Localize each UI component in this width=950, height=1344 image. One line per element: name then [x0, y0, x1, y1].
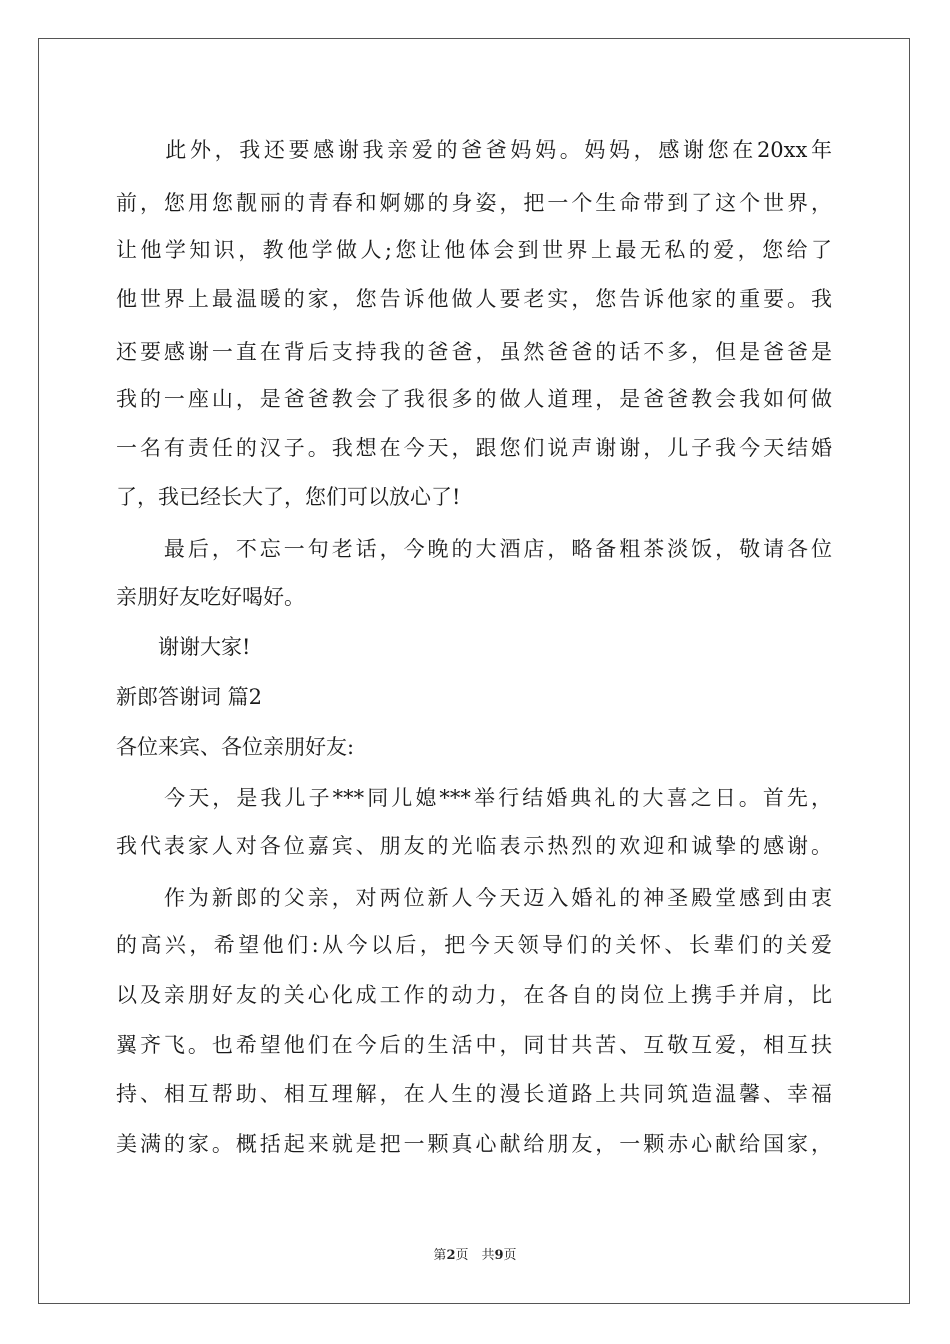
body-line: 持、相互帮助、相互理解，在人生的漫长道路上共同筑造温馨、幸福 — [116, 1082, 832, 1106]
body-line: 了，我已经长大了，您们可以放心了! — [116, 485, 461, 509]
footer-suffix: 页 — [503, 1248, 517, 1263]
body-line: 最后，不忘一句老话，今晚的大酒店，略备粗茶淡饭，敬请各位 — [116, 537, 832, 561]
current-page-number: 2 — [446, 1248, 456, 1263]
footer-middle: 页 共 — [455, 1248, 495, 1263]
footer-prefix: 第 — [433, 1248, 447, 1263]
body-line: 谢谢大家! — [116, 635, 251, 659]
body-line: 今天，是我儿子***同儿媳***举行结婚典礼的大喜之日。首先， — [116, 786, 832, 810]
body-line: 我代表家人对各位嘉宾、朋友的光临表示热烈的欢迎和诚挚的感谢。 — [116, 834, 832, 858]
body-line: 此外，我还要感谢我亲爱的爸爸妈妈。妈妈，感谢您在20xx年 — [116, 138, 832, 162]
body-line: 美满的家。概括起来就是把一颗真心献给朋友，一颗赤心献给国家， — [116, 1132, 832, 1156]
body-line: 亲朋好友吃好喝好。 — [116, 585, 305, 609]
total-page-count: 9 — [494, 1248, 504, 1263]
body-line: 的高兴，希望他们:从今以后，把今天领导们的关怀、长辈们的关爱 — [116, 933, 832, 957]
body-line: 一名有责任的汉子。我想在今天，跟您们说声谢谢，儿子我今天结婚 — [116, 436, 832, 460]
section-heading: 新郎答谢词 篇2 — [116, 685, 263, 709]
body-line: 他世界上最温暖的家，您告诉他做人要老实，您告诉他家的重要。我 — [116, 287, 832, 311]
body-line: 我的一座山，是爸爸教会了我很多的做人道理，是爸爸教会我如何做 — [116, 387, 832, 411]
page-footer — [0, 1248, 950, 1264]
body-line: 前，您用您靓丽的青春和婀娜的身姿，把一个生命带到了这个世界， — [116, 191, 832, 215]
salutation-line: 各位来宾、各位亲朋好友: — [116, 735, 355, 759]
page-border — [38, 38, 910, 1304]
body-line: 还要感谢一直在背后支持我的爸爸，虽然爸爸的话不多，但是爸爸是 — [116, 340, 832, 364]
body-line: 让他学知识，教他学做人;您让他体会到世界上最无私的爱，您给了 — [116, 238, 832, 262]
body-line: 以及亲朋好友的关心化成工作的动力，在各自的岗位上携手并肩，比 — [116, 983, 832, 1007]
body-line: 作为新郎的父亲，对两位新人今天迈入婚礼的神圣殿堂感到由衷 — [116, 886, 832, 910]
body-line: 翼齐飞。也希望他们在今后的生活中，同甘共苦、互敬互爱，相互扶 — [116, 1033, 832, 1057]
